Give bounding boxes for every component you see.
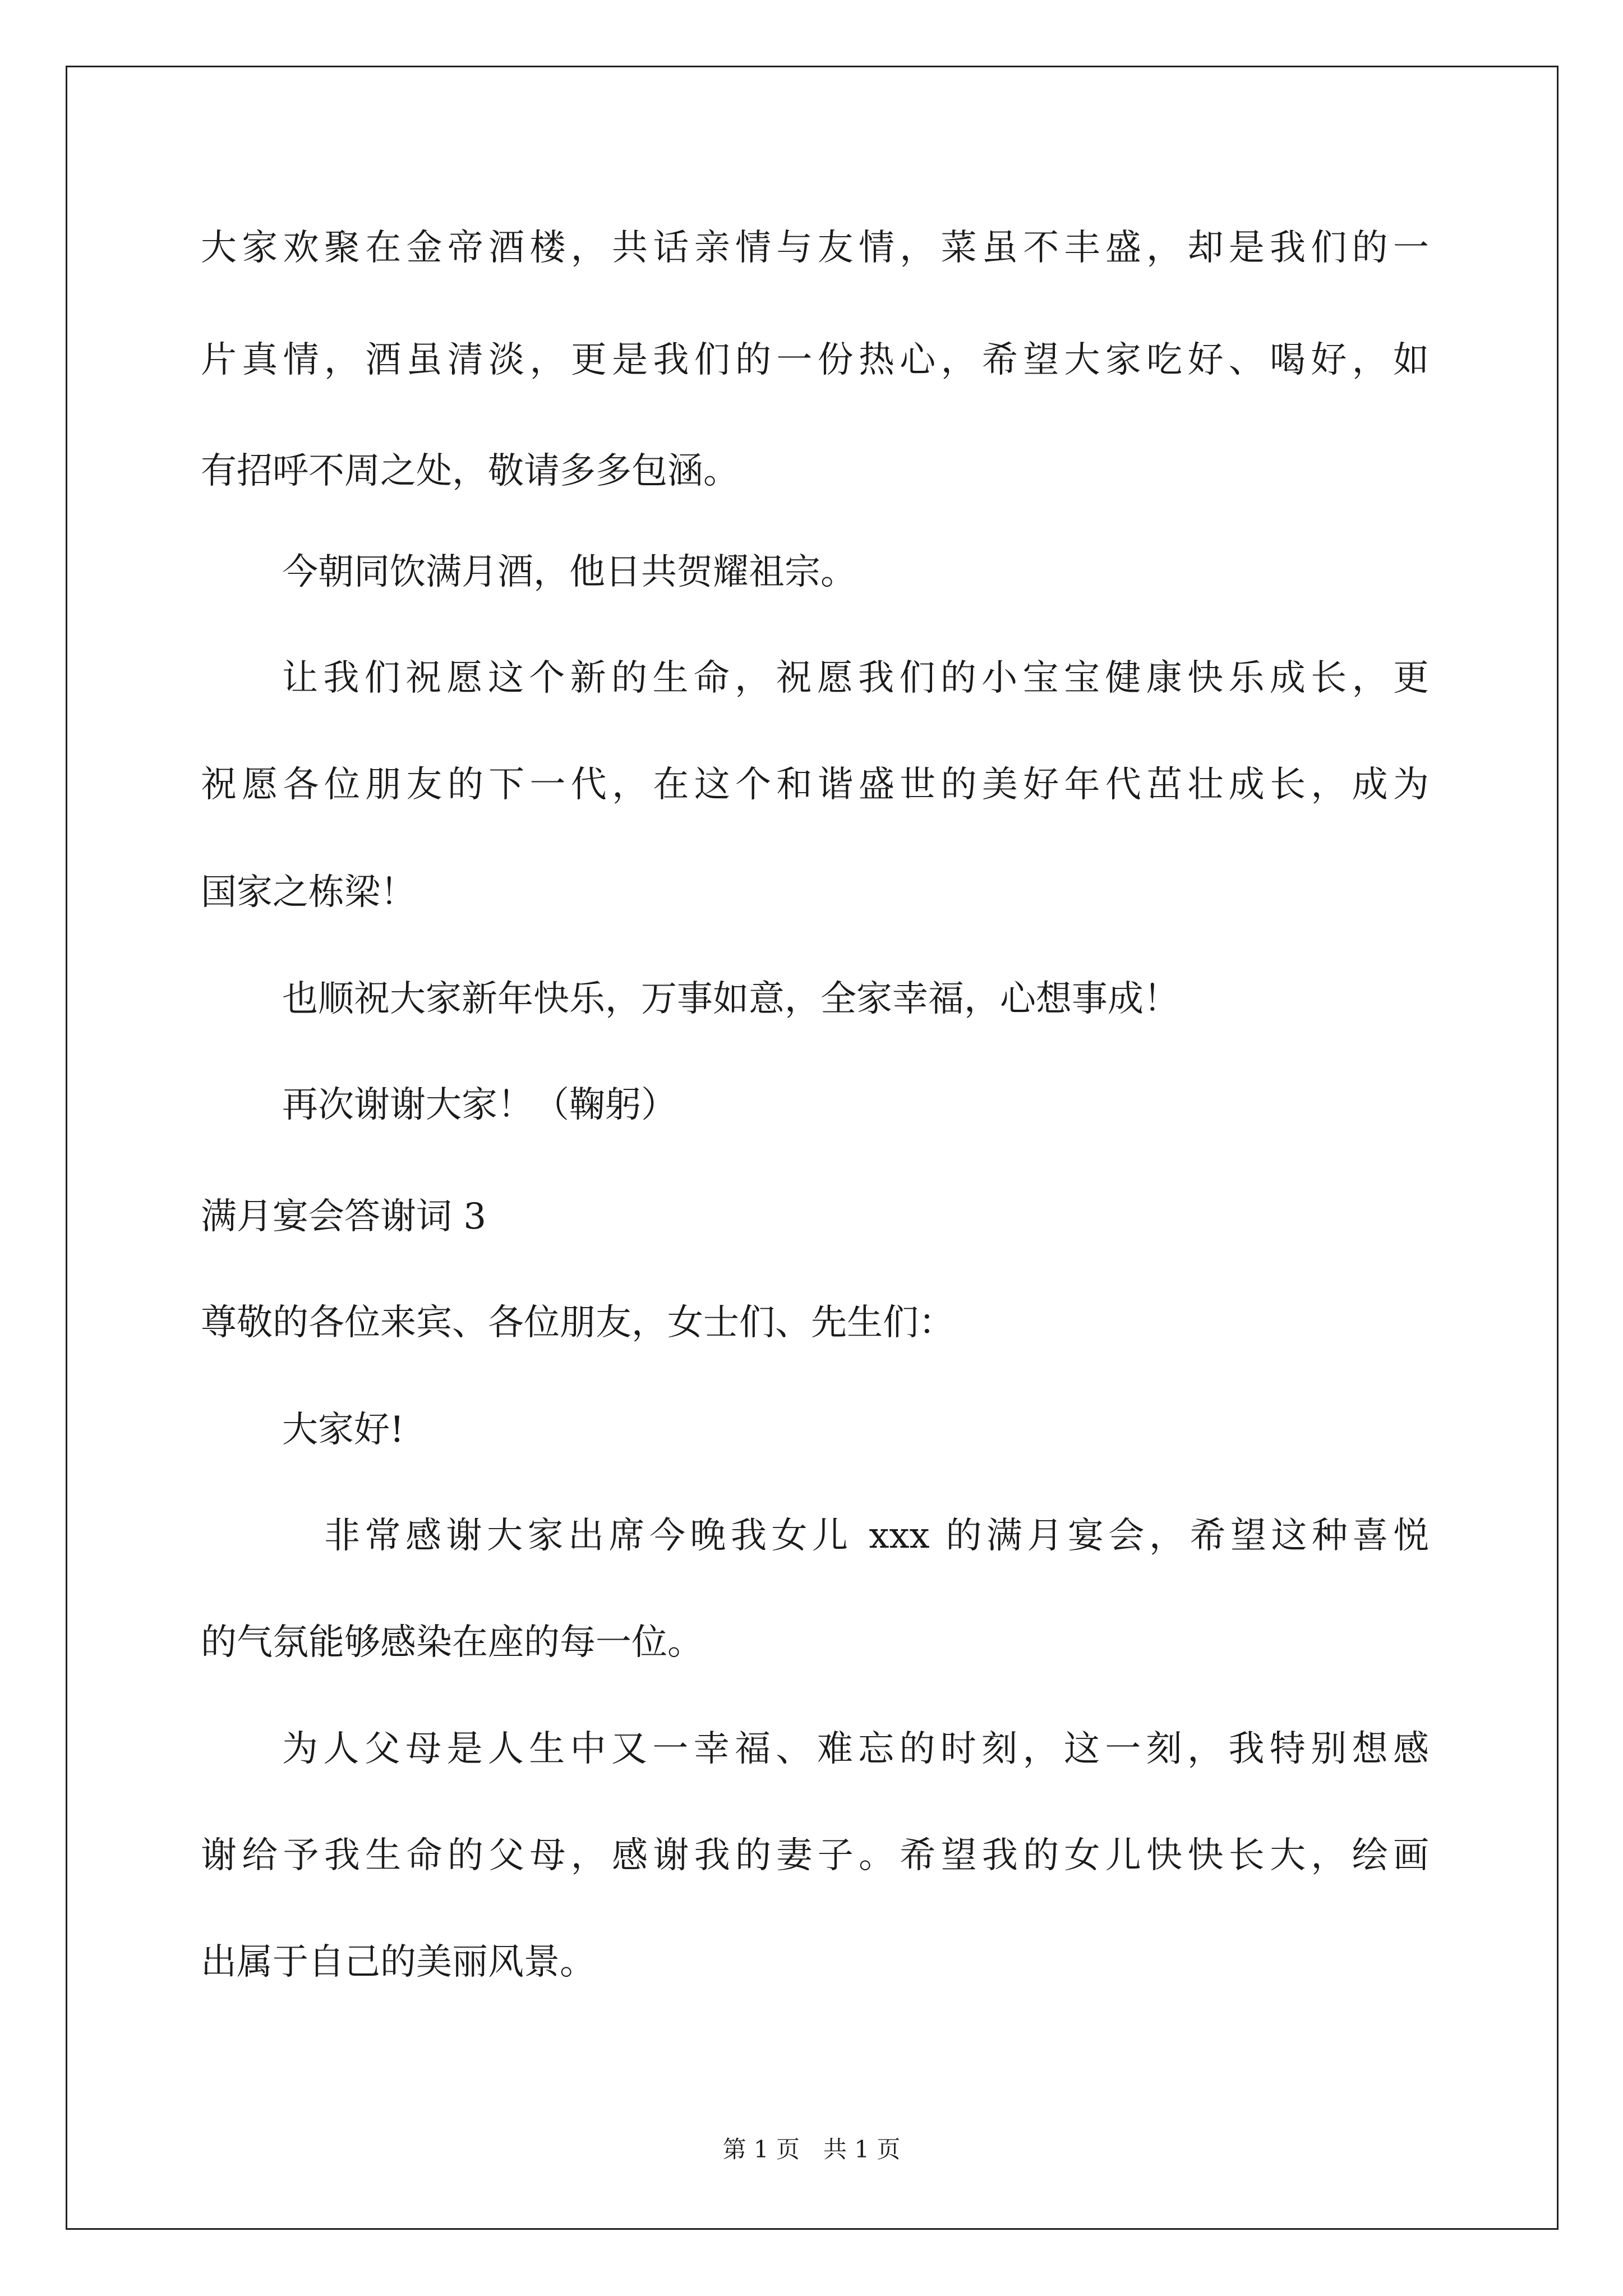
paragraph-line: 有招呼不周之处，敬请多多包涵。 [201, 450, 739, 492]
paragraph-line: 谢给予我生命的父母，感谢我的妻子。希望我的女儿快快长大，绘画 [201, 1835, 1429, 1876]
paragraph-line: 让我们祝愿这个新的生命，祝愿我们的小宝宝健康快乐成长，更 [282, 657, 1429, 699]
paragraph-line: 祝愿各位朋友的下一代，在这个和谐盛世的美好年代茁壮成长，成为 [201, 764, 1429, 806]
paragraph-line: 出属于自己的美丽风景。 [201, 1941, 596, 1983]
greeting: 大家好! [282, 1409, 404, 1451]
paragraph-line: 为人父母是人生中又一幸福、难忘的时刻，这一刻，我特别想感 [282, 1728, 1429, 1770]
paragraph-line: 国家之栋梁！ [201, 872, 416, 913]
paragraph-line: 今朝同饮满月酒，他日共贺耀祖宗。 [282, 551, 856, 593]
section-heading: 满月宴会答谢词 3 [201, 1196, 487, 1237]
paragraph-line: 也顺祝大家新年快乐，万事如意，全家幸福，心想事成！ [282, 978, 1179, 1020]
page-number-footer: 第 1 页 共 1 页 [722, 2136, 901, 2163]
paragraph-line: 再次谢谢大家！（鞠躬） [282, 1084, 677, 1126]
paragraph-line: 的气氛能够感染在座的每一位。 [201, 1622, 703, 1663]
paragraph-line: 大家欢聚在金帝酒楼，共话亲情与友情，菜虽不丰盛，却是我们的一 [201, 227, 1429, 269]
paragraph-line: 片真情，酒虽清淡，更是我们的一份热心，希望大家吃好、喝好，如 [201, 339, 1429, 381]
salutation: 尊敬的各位来宾、各位朋友，女士们、先生们： [201, 1302, 955, 1343]
paragraph-line: 非常感谢大家出席今晚我女儿 xxx 的满月宴会，希望这种喜悦 [324, 1515, 1429, 1557]
page-border [66, 66, 1559, 2230]
